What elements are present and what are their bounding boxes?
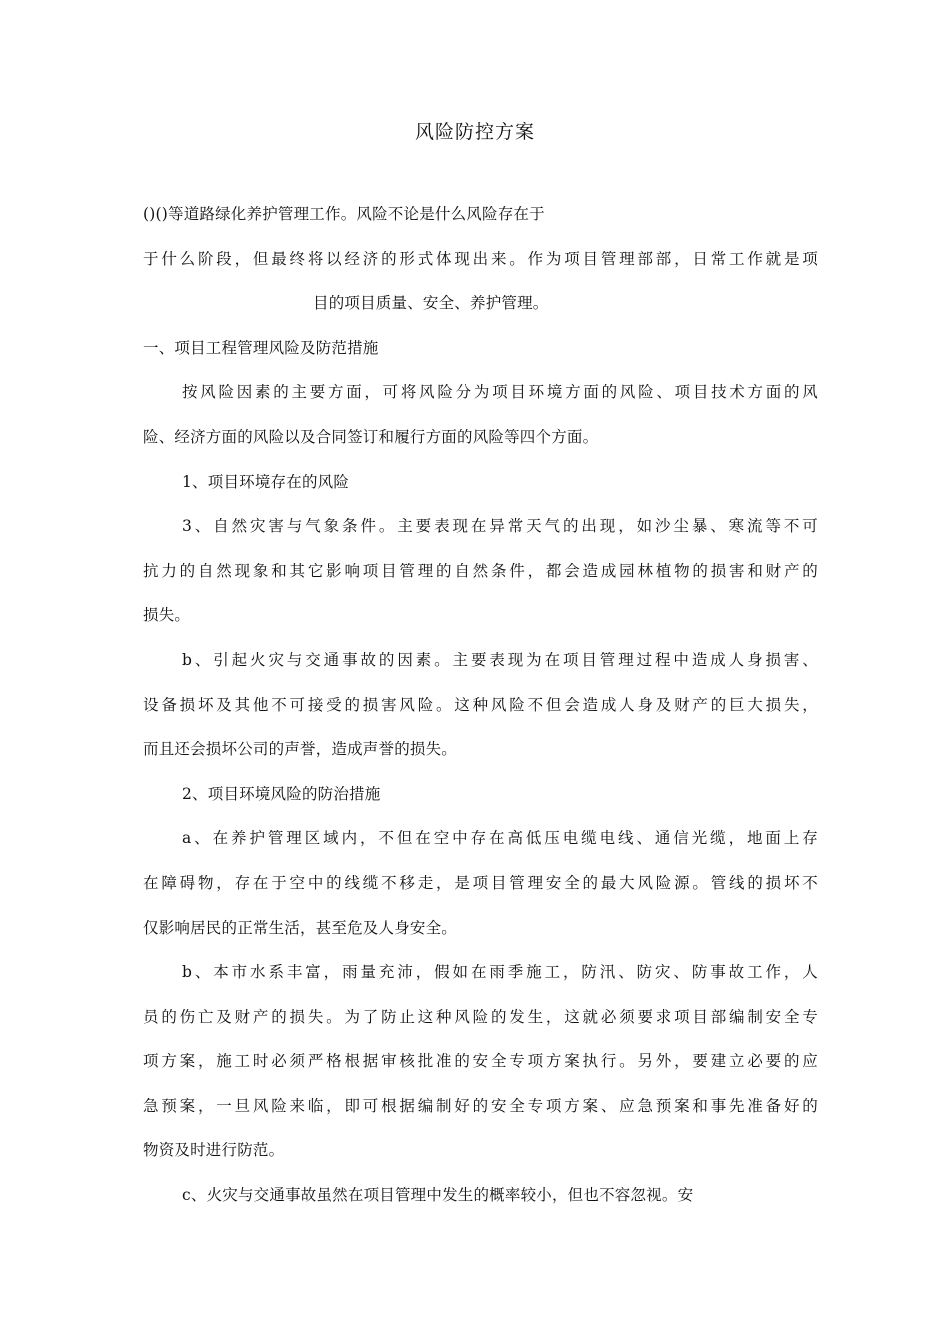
text-line: 项方案，施工时必须严格根据审核批准的安全专项方案执行。另外，要建立必要的应 xyxy=(143,1052,818,1070)
text-line: 仅影响居民的正常生活，甚至危及人身安全。 xyxy=(143,919,458,937)
text-line: 损失。 xyxy=(143,606,191,624)
text-line: b、引起火灾与交通事故的因素。主要表现为在项目管理过程中造成人身损害、 xyxy=(182,651,818,669)
text-line: 急预案，一旦风险来临，即可根据编制好的安全专项方案、应急预案和事先准备好的 xyxy=(143,1097,818,1115)
text-line: 按风险因素的主要方面，可将风险分为项目环境方面的风险、项目技术方面的风 xyxy=(182,383,818,401)
text-line: 在障碍物，存在于空中的线缆不移走，是项目管理安全的最大风险源。管线的损坏不 xyxy=(143,874,818,892)
text-line: ()()等道路绿化养护管理工作。风险不论是什么风险存在于 xyxy=(143,205,545,223)
text-line: 3、自然灾害与气象条件。主要表现在异常天气的出现，如沙尘暴、寒流等不可 xyxy=(182,517,818,535)
text-line: 抗力的自然现象和其它影响项目管理的自然条件，都会造成园林植物的损害和财产的 xyxy=(143,562,818,580)
text-line: 设备损坏及其他不可接受的损害风险。这种风险不但会造成人身及财产的巨大损失， xyxy=(143,696,818,714)
section-heading: 一、项目工程管理风险及防范措施 xyxy=(143,339,379,357)
subsection-heading: 1、项目环境存在的风险 xyxy=(182,473,350,491)
document-title: 风险防控方案 xyxy=(414,121,535,143)
text-line: a、在养护管理区域内，不但在空中存在高低压电缆电线、通信光缆，地面上存 xyxy=(182,829,818,847)
text-line: 险、经济方面的风险以及合同签订和履行方面的风险等四个方面。 xyxy=(143,428,599,446)
text-line: 于什么阶段，但最终将以经济的形式体现出来。作为项目管理部部，日常工作就是项 xyxy=(143,250,818,268)
text-line: 而且还会损坏公司的声誉，造成声誉的损失。 xyxy=(143,740,458,758)
subsection-heading: 2、项目环境风险的防治措施 xyxy=(182,785,381,803)
text-line: 物资及时进行防范。 xyxy=(143,1141,285,1159)
text-line: 目的项目质量、安全、养护管理。 xyxy=(313,294,549,312)
text-line: c、火灾与交通事故虽然在项目管理中发生的概率较小，但也不容忽视。安 xyxy=(182,1186,694,1204)
text-line: b、本市水系丰富，雨量充沛，假如在雨季施工，防汛、防灾、防事故工作，人 xyxy=(182,963,818,981)
text-line: 员的伤亡及财产的损失。为了防止这种风险的发生，这就必须要求项目部编制安全专 xyxy=(143,1008,818,1026)
